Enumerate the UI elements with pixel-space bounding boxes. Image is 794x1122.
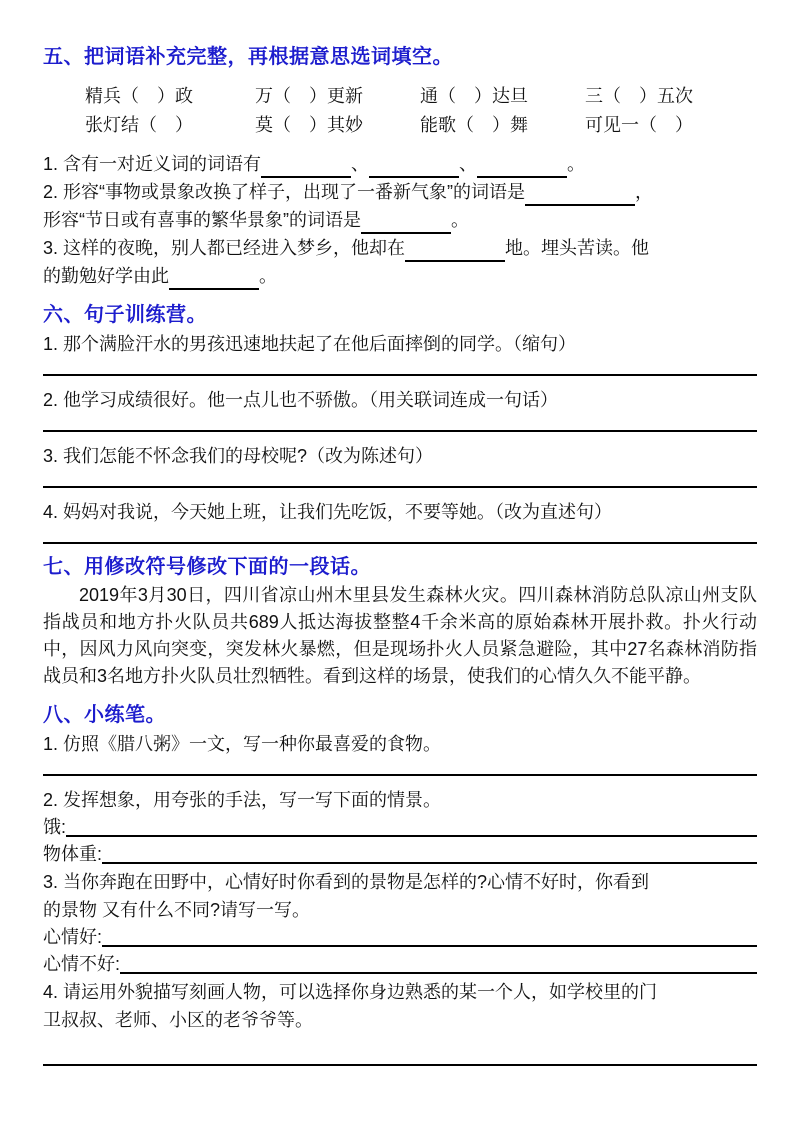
section-6	[43, 302, 757, 544]
answer-line	[102, 841, 757, 864]
answer-line	[43, 1046, 757, 1066]
prompt-label: 饿:	[43, 817, 67, 837]
s8-question-3-line-2: 的景物 又有什么不同?请写一写。	[43, 900, 311, 920]
word-item: 张灯结（ ）	[85, 115, 193, 135]
word-item: 精兵（ ）政	[85, 86, 193, 106]
comma: ，	[635, 182, 653, 202]
fill-in-blank	[261, 160, 351, 178]
s8-question-2: 2. 发挥想象，用夸张的手法，写一写下面的情景。	[43, 790, 442, 810]
prompt-label: 心情好:	[43, 927, 103, 947]
section-5	[43, 44, 757, 290]
answer-line	[66, 814, 757, 837]
s8-question-1: 1. 仿照《腊八粥》一文，写一种你最喜爱的食物。	[43, 734, 442, 754]
question-text: 3. 这样的夜晚，别人都已经进入梦乡，他却在	[43, 238, 406, 258]
word-item: 莫（ ）其妙	[255, 115, 363, 135]
s5-question-3-line-1	[43, 234, 757, 262]
word-item: 可见一（ ）	[585, 115, 693, 135]
fill-in-blank	[477, 160, 567, 178]
section-7	[43, 554, 757, 690]
section-7-title: 七、用修改符号修改下面的一段话。	[43, 556, 371, 578]
word-item: 三（ ）五次	[585, 86, 693, 106]
word-item: 万（ ）更新	[255, 86, 363, 106]
section-8-title: 八、小练笔。	[43, 704, 166, 726]
word-item: 能歌（ ）舞	[420, 115, 528, 135]
s6-item-2: 2. 他学习成绩很好。他一点儿也不骄傲。（用关联词连成一句话）	[43, 390, 559, 410]
fill-in-blank	[405, 244, 505, 262]
question-text: 1. 含有一对近义词的词语有	[43, 154, 262, 174]
prompt-label: 物体重:	[43, 844, 103, 864]
section-5-title: 五、把词语补充完整，再根据意思选词填空。	[43, 46, 453, 68]
answer-line	[43, 758, 757, 776]
s8-prompt-hungry	[43, 814, 757, 841]
word-item: 通（ ）达旦	[420, 86, 528, 106]
separator: 、	[351, 154, 370, 174]
period: 。	[567, 154, 586, 174]
question-text: 2. 形容“事物或景象改换了样子，出现了一番新气象”的词语是	[43, 182, 525, 202]
s8-prompt-bad-mood	[43, 951, 757, 978]
editing-paragraph: 2019年3月30日，四川省凉山州木里县发生森林火灾。四川森林消防总队凉山州支队指战员和地方扑火队员共689人抵达海拔整整4千余米高的原始森林开展扑救。扑火行动中，因风力风向突变，突发林火暴燃，但是现场扑火人员紧急避险，其中27名森林消防指战员和3名地方扑火队员壮烈牺牲。看到这样的场景，使我们的心情久久不能平静。	[43, 585, 757, 686]
word-row-2	[85, 111, 757, 140]
s8-question-4-line-1: 4. 请运用外貌描写刻画人物，可以选择你身边熟悉的某一个人，如学校里的门	[43, 982, 658, 1002]
s8-question-3-line-1: 3. 当你奔跑在田野中，心情好时你看到的景物是怎样的?心情不好时，你看到	[43, 872, 650, 892]
answer-line	[102, 924, 757, 947]
s5-question-1	[43, 150, 757, 178]
answer-line	[43, 470, 757, 488]
section-6-title: 六、句子训练营。	[43, 304, 207, 326]
s8-prompt-weight	[43, 841, 757, 868]
prompt-label: 心情不好:	[43, 954, 121, 974]
s5-question-2-line-1	[43, 178, 757, 206]
s8-prompt-good-mood	[43, 924, 757, 951]
question-text: 的勤勉好学由此	[43, 266, 169, 286]
section-8	[43, 702, 757, 1066]
s6-item-4: 4. 妈妈对我说，今天她上班，让我们先吃饭，不要等她。（改为直述句）	[43, 502, 613, 522]
fill-in-blank	[361, 216, 451, 234]
s5-question-3-line-2	[43, 262, 757, 290]
s5-question-2-line-2	[43, 206, 757, 234]
s6-item-1: 1. 那个满脸汗水的男孩迅速地扶起了在他后面摔倒的同学。（缩句）	[43, 334, 577, 354]
answer-line	[43, 414, 757, 432]
answer-line	[43, 526, 757, 544]
word-row-1	[85, 82, 757, 111]
fill-in-blank	[525, 188, 635, 206]
period: 。	[259, 266, 277, 286]
s6-item-3: 3. 我们怎能不怀念我们的母校呢?（改为陈述句）	[43, 446, 434, 466]
s8-question-4-line-2: 卫叔叔、老师、小区的老爷爷等。	[43, 1010, 313, 1030]
answer-line	[43, 358, 757, 376]
period: 。	[451, 210, 469, 230]
question-text: 地。埋头苦读。他	[505, 238, 650, 258]
answer-line	[120, 951, 757, 974]
question-text: 形容“节日或有喜事的繁华景象”的词语是	[43, 210, 361, 230]
separator: 、	[459, 154, 478, 174]
fill-in-blank	[369, 160, 459, 178]
fill-in-blank	[169, 272, 259, 290]
